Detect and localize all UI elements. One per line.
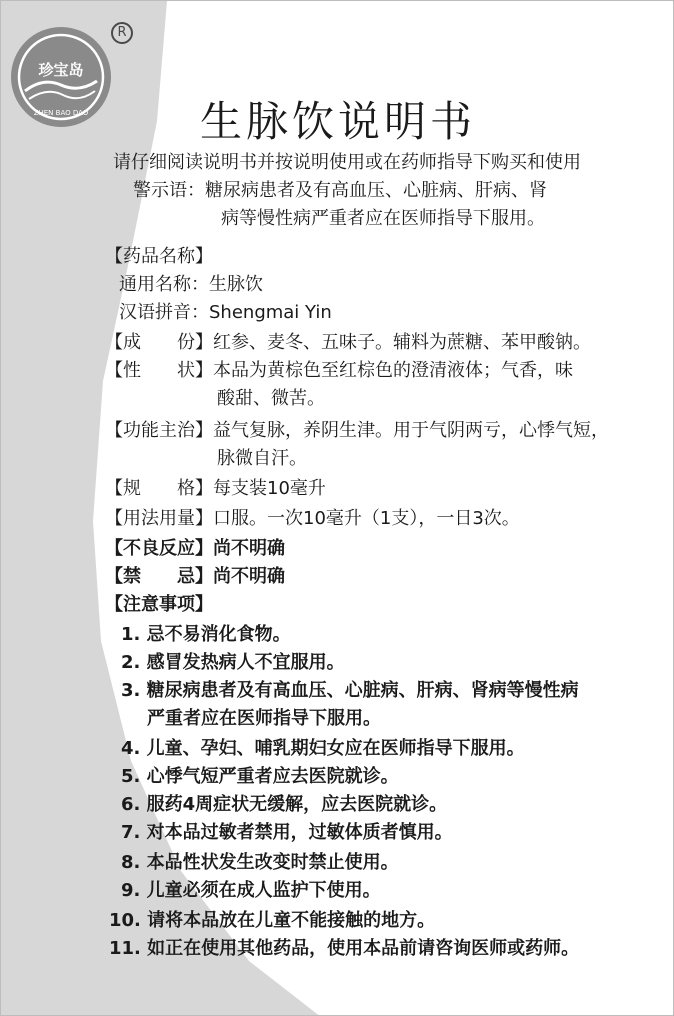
list-item: 7. 对本品过敏者禁用，过敏体质者慎用。: [121, 822, 453, 843]
properties-row: [105, 359, 573, 383]
properties-label: 【性 状】: [105, 360, 213, 381]
list-item: 10. 请将本品放在儿童不能接触的地方。: [109, 910, 436, 931]
list-item: 1. 忌不易消化食物。: [121, 624, 291, 645]
indications-text-2: 脉微自汗。: [217, 448, 307, 469]
list-item: 11. 如正在使用其他药品，使用本品前请咨询医师或药师。: [109, 938, 580, 959]
logo-text: 珍宝岛: [38, 61, 84, 79]
logo-subtext: ZHEN BAO DAO: [33, 109, 89, 117]
list-item-continuation: 严重者应在医师指导下服用。: [147, 708, 381, 729]
ingredients-row: [105, 331, 591, 355]
notes-header: 【注意事项】: [105, 594, 213, 615]
contra-text: 尚不明确: [213, 566, 285, 587]
registered-mark: R: [111, 21, 133, 44]
page-title: 生脉饮说明书: [199, 97, 476, 146]
list-item: 9. 儿童必须在成人监护下使用。: [121, 880, 381, 901]
list-item: 6. 服药4周症状无缓解，应去医院就诊。: [121, 794, 448, 815]
ingredients-label: 【成 份】: [105, 332, 213, 353]
spec-label: 【规 格】: [105, 478, 213, 499]
adverse-label: 【不良反应】: [105, 538, 213, 559]
contra-row: [105, 565, 285, 589]
properties-text-1: 本品为黄棕色至红棕色的澄清液体；气香，味: [213, 360, 573, 381]
dosage-label: 【用法用量】: [105, 508, 213, 529]
generic-name: 通用名称：生脉饮: [119, 274, 263, 295]
intro-text: 请仔细阅读说明书并按说明使用或在药师指导下购买和使用: [113, 152, 581, 173]
ingredients-text: 红参、麦冬、五味子。辅料为蔗糖、苯甲酸钠。: [213, 332, 591, 353]
dosage-text: 口服。一次10毫升（1支），一日3次。: [213, 508, 520, 529]
list-item: 5. 心悸气短严重者应去医院就诊。: [121, 766, 399, 787]
adverse-text: 尚不明确: [213, 538, 285, 559]
adverse-row: [105, 537, 285, 561]
contra-label: 【禁 忌】: [105, 566, 213, 587]
warning-text-2: 病等慢性病严重者应在医师指导下服用。: [221, 208, 545, 229]
properties-text-2: 酸甜、微苦。: [217, 388, 325, 409]
spec-text: 每支装10毫升: [213, 478, 326, 499]
list-item: 4. 儿童、孕妇、哺乳期妇女应在医师指导下服用。: [121, 738, 525, 759]
pinyin-name: 汉语拼音：Shengmai Yin: [119, 302, 332, 323]
drug-name-header: 【药品名称】: [105, 246, 213, 267]
indications-label: 【功能主治】: [105, 420, 213, 441]
warning-line-1: [133, 179, 547, 203]
indications-text-1: 益气复脉，养阴生津。用于气阴两亏，心悸气短，: [213, 420, 609, 441]
list-item: 3. 糖尿病患者及有高血压、心脏病、肝病、肾病等慢性病: [121, 680, 579, 701]
indications-row: [105, 419, 609, 443]
dosage-row: [105, 507, 520, 531]
warning-label: 警示语：: [133, 180, 205, 201]
list-item: 2. 感冒发热病人不宜服用。: [121, 652, 345, 673]
warning-text-1: 糖尿病患者及有高血压、心脏病、肝病、肾: [205, 180, 547, 201]
list-item: 8. 本品性状发生改变时禁止使用。: [121, 852, 399, 873]
spec-row: [105, 477, 326, 501]
